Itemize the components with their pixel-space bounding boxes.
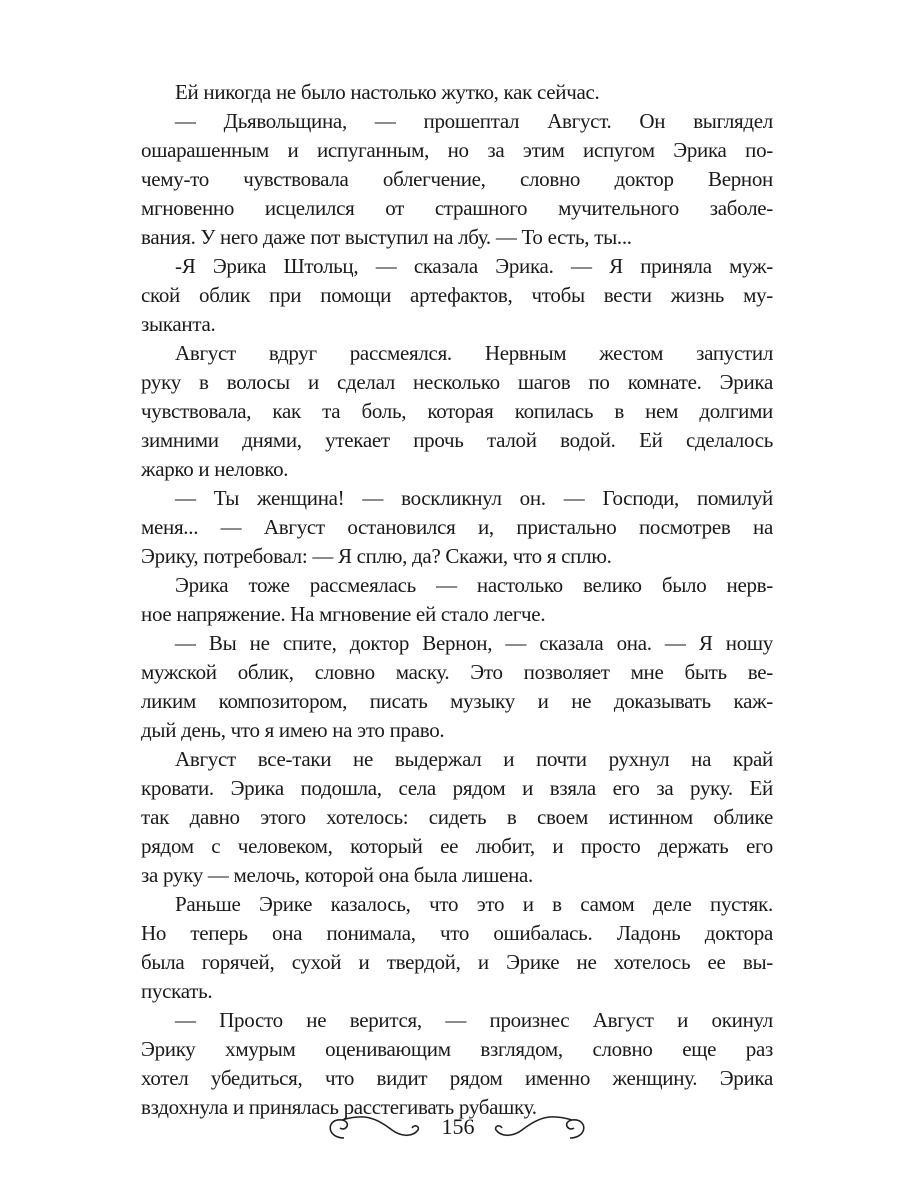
page-number: 156 (441, 1114, 475, 1139)
text-line: жарко и неловко. (141, 457, 289, 481)
text-line: мгновенно исцелился от страшного мучительного заболе- (141, 196, 773, 220)
text-line: вания. У него даже пот выступил на лбу. — То есть, ты... (141, 225, 632, 249)
paragraph (141, 78, 773, 107)
text-line: руку в волосы и сделал несколько шагов по комнате. Эрика (141, 370, 773, 394)
text-line: ное напряжение. На мгновение ей стало легче. (141, 602, 546, 626)
text-line: -Я Эрика Штольц, — сказала Эрика. — Я приняла муж- (175, 254, 773, 278)
paragraph (141, 484, 773, 571)
text-line: Эрику, потребовал: — Я сплю, да? Скажи, что я сплю. (141, 544, 612, 568)
text-line: ликим композитором, писать музыку и не доказывать каж- (141, 689, 773, 713)
paragraph (141, 745, 773, 890)
text-line: — Дьявольщина, — прошептал Август. Он выглядел (175, 109, 773, 133)
right-flourish-icon (492, 1108, 592, 1148)
paragraph (141, 252, 773, 339)
left-flourish-icon (322, 1108, 422, 1148)
paragraph (141, 1006, 773, 1122)
text-line: ской облик при помощи артефактов, чтобы вести жизнь му- (141, 283, 773, 307)
text-line: за руку — мелочь, которой она была лишена. (141, 863, 533, 887)
paragraph (141, 629, 773, 745)
text-line: — Ты женщина! — воскликнул он. — Господи, помилуй (175, 486, 773, 510)
text-line: вздохнула и принялась расстегивать рубашку. (141, 1095, 537, 1119)
text-line: Ей никогда не было настолько жутко, как сейчас. (175, 80, 600, 104)
text-line: Эрику хмурым оценивающим взглядом, словно еще раз (141, 1037, 773, 1061)
paragraph (141, 890, 773, 1006)
text-line: Август вдруг рассмеялся. Нервным жестом запустил (175, 341, 773, 365)
text-line: — Вы не спите, доктор Вернон, — сказала она. — Я ношу (175, 631, 773, 655)
page-footer (0, 1108, 900, 1148)
text-line: зыканта. (141, 312, 216, 336)
text-line: Эрика тоже рассмеялась — настолько велико было нерв- (175, 573, 773, 597)
text-line: хотел убедиться, что видит рядом именно женщину. Эрика (141, 1066, 773, 1090)
text-line: Раньше Эрике казалось, что это и в самом деле пустяк. (175, 892, 773, 916)
text-line: Август все-таки не выдержал и почти рухнул на край (175, 747, 773, 771)
text-line: рядом с человеком, который ее любит, и просто держать его (141, 834, 773, 858)
text-line: меня... — Август остановился и, пристально посмотрев на (141, 515, 773, 539)
text-line: пускать. (141, 979, 213, 1003)
text-line: чему-то чувствовала облегчение, словно доктор Вернон (141, 167, 773, 191)
text-line: чувствовала, как та боль, которая копилась в нем долгими (141, 399, 773, 423)
text-line: дый день, что я имею на это право. (141, 718, 445, 742)
text-line: зимними днями, утекает прочь талой водой. Ей сделалось (141, 428, 773, 452)
text-line: — Просто не верится, — произнес Август и окинул (175, 1008, 773, 1032)
text-line: кровати. Эрика подошла, села рядом и взяла его за руку. Ей (141, 776, 773, 800)
paragraph (141, 339, 773, 484)
text-line: мужской облик, словно маску. Это позволяет мне быть ве- (141, 660, 773, 684)
text-line: так давно этого хотелось: сидеть в своем истинном облике (141, 805, 773, 829)
paragraph (141, 107, 773, 252)
text-line: ошарашенным и испуганным, но за этим испугом Эрика по- (141, 138, 773, 162)
text-line: Но теперь она понимала, что ошибалась. Ладонь доктора (141, 921, 773, 945)
text-line: была горячей, сухой и твердой, и Эрике не хотелось ее вы- (141, 950, 773, 974)
paragraph (141, 571, 773, 629)
body-text (141, 78, 773, 1122)
